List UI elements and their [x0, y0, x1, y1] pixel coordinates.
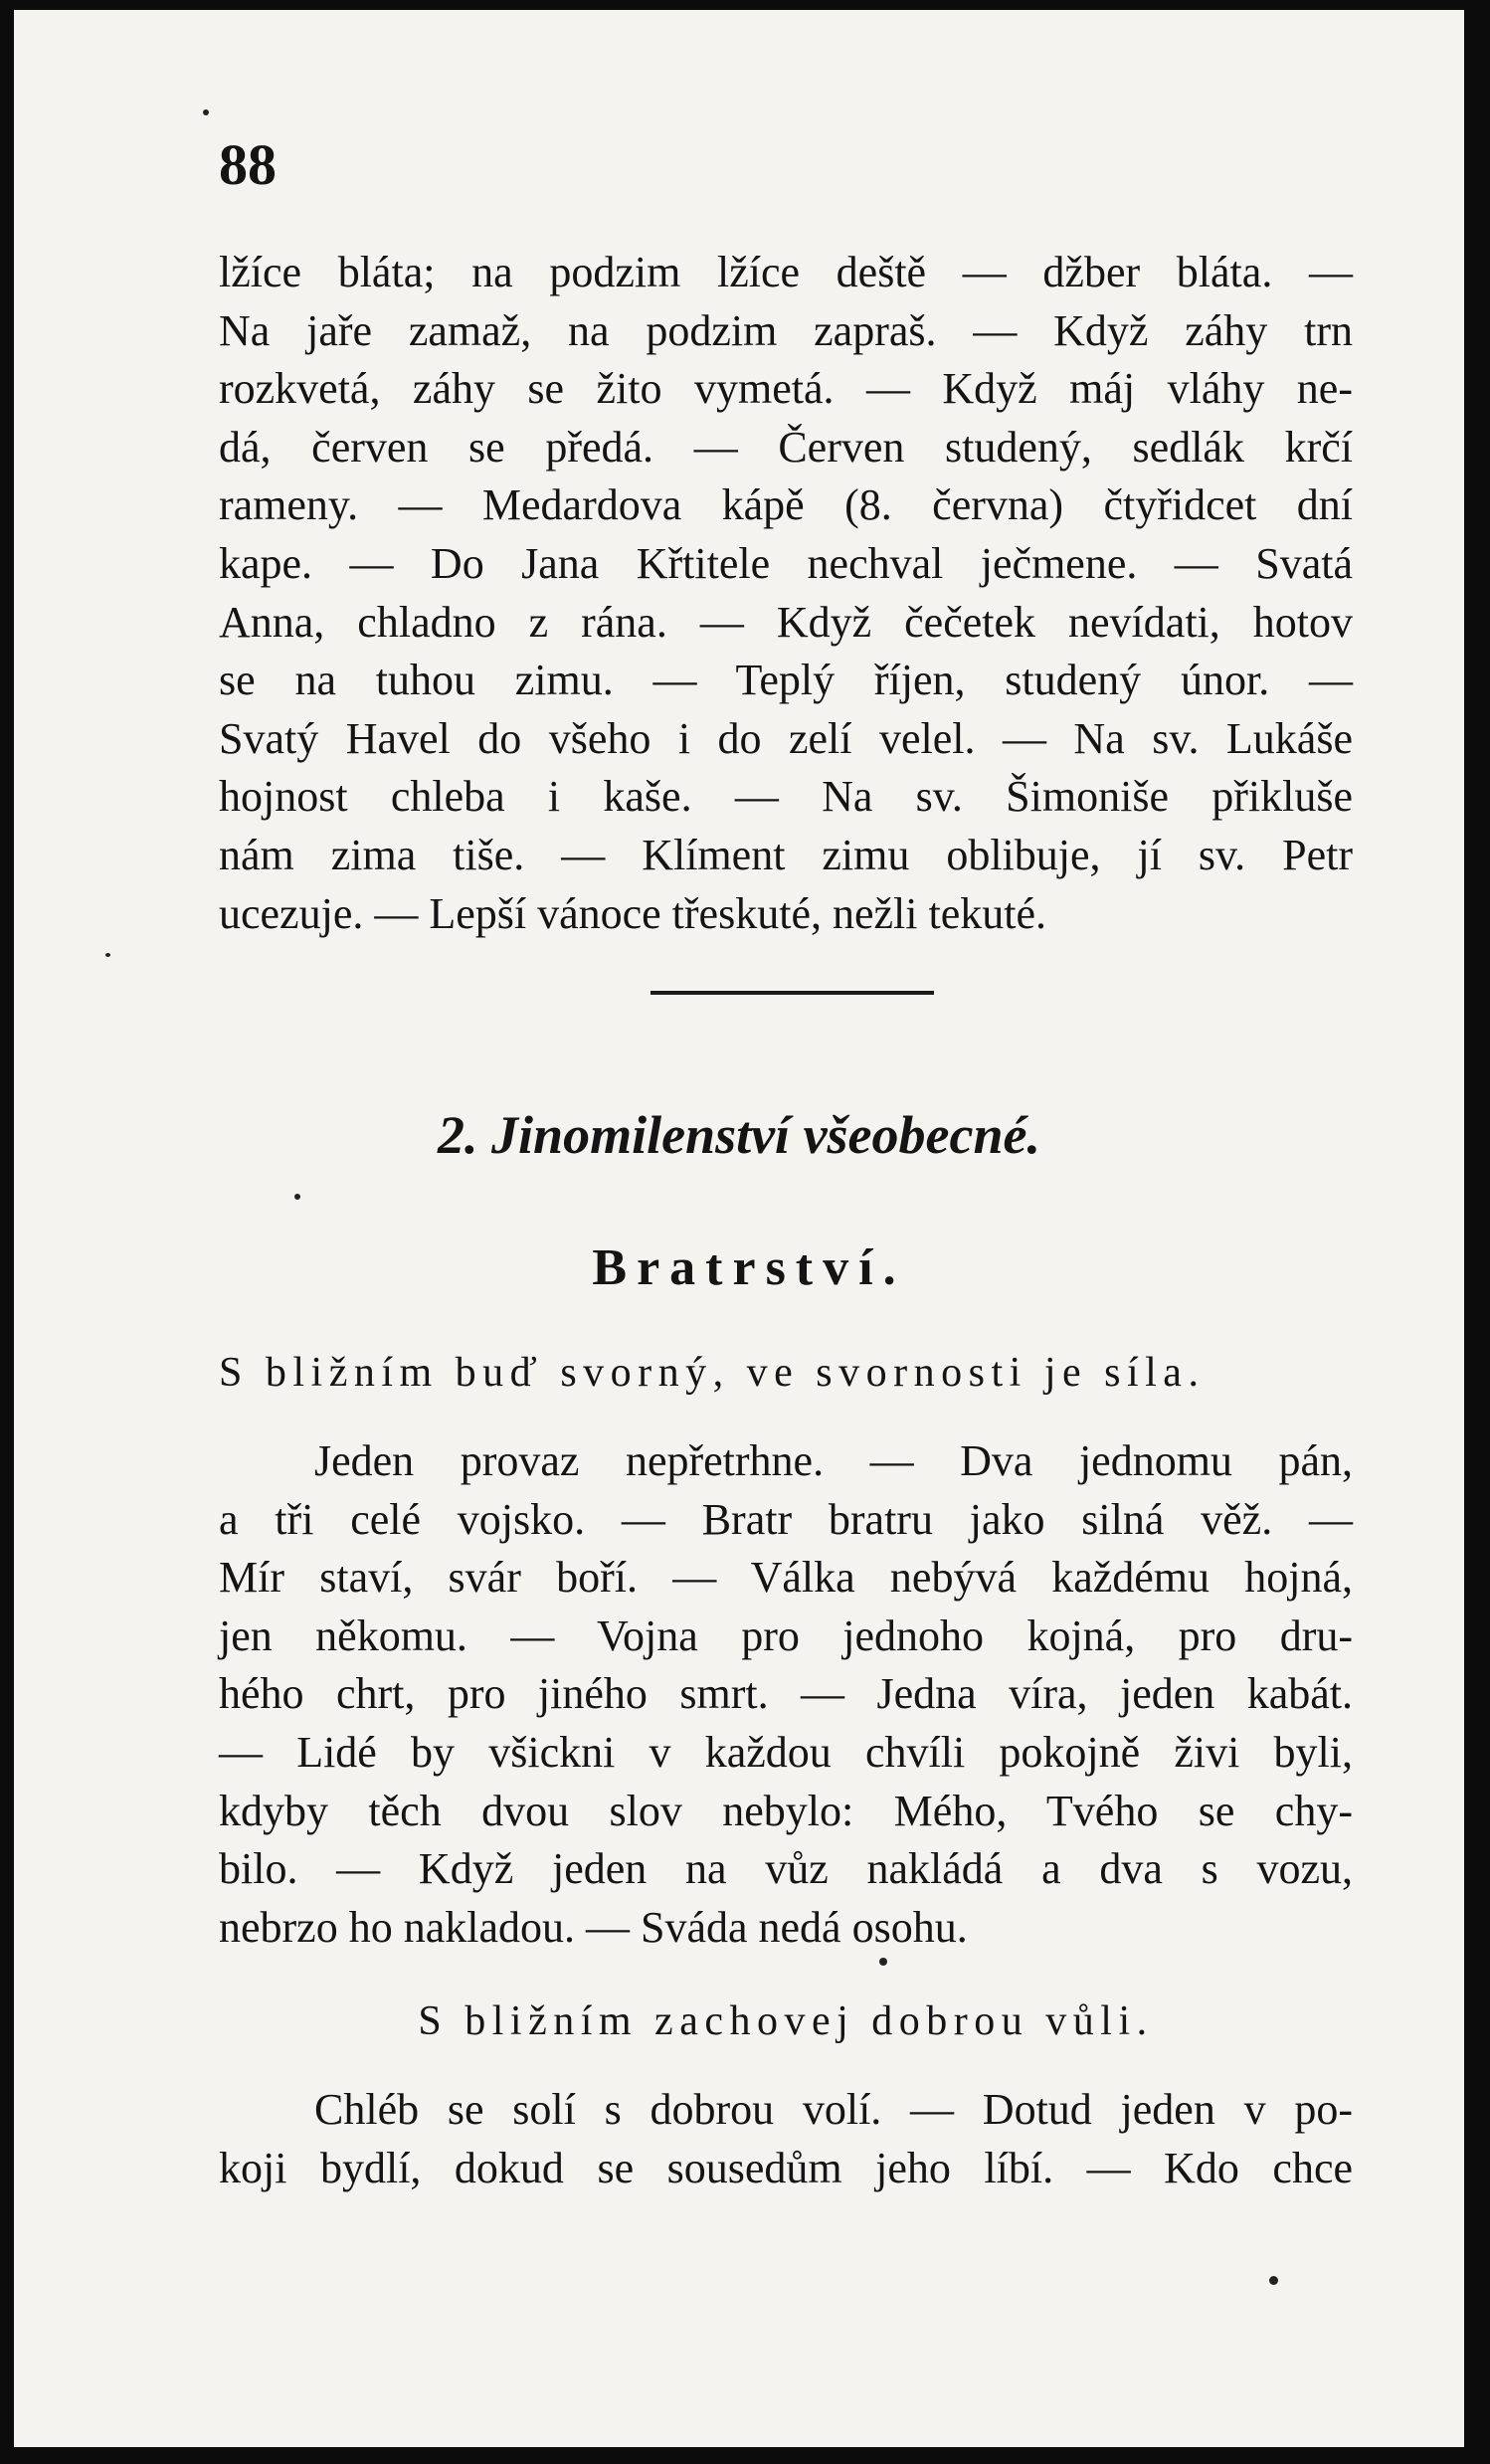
paragraph-proverbs-weather [219, 244, 1353, 943]
text-line: Svatý Havel do všeho i do zelí velel. — Na sv. Lukáše [219, 713, 1353, 763]
scan-speck [879, 1958, 887, 1966]
scan-speck [294, 1194, 300, 1200]
text-line: hojnost chleba i kaše. — Na sv. Šimoniše přikluše [219, 772, 1353, 822]
text-line: se na tuhou zimu. — Teplý říjen, studený únor. — [219, 656, 1353, 705]
text-line: Jeden provaz nepřetrhne. — Dva jednomu pán, [314, 1436, 1353, 1485]
scan-speck [1269, 2276, 1278, 2285]
book-page [14, 10, 1464, 2447]
text-line: bilo. — Když jeden na vůz nakládá a dva s vozu, [219, 1844, 1353, 1894]
text-line: rozkvetá, záhy se žito vymetá. — Když máj vláhy ne- [219, 364, 1353, 414]
text-line: koji bydlí, dokud se sousedům jeho líbí. — Kdo chce [219, 2143, 1353, 2192]
text-line: hého chrt, pro jiného smrt. — Jedna víra, jeden kabát. [219, 1669, 1353, 1719]
text-line: rameny. — Medardova kápě (8. června) čtyřidcet dní [219, 480, 1353, 530]
page-number: 88 [219, 132, 277, 197]
text-line: Na jaře zamaž, na podzim zapraš. — Když záhy trn [219, 305, 1353, 355]
scan-speck [105, 953, 110, 957]
text-line: Anna, chladno z rána. — Když čečetek nevídati, hotov [219, 597, 1353, 647]
maxim-heading: S bližním buď svorný, ve svornosti je síla. [219, 1350, 1206, 1396]
text-line: a tři celé vojsko. — Bratr bratru jako silná věž. — [219, 1494, 1353, 1544]
text-line: nebrzo ho nakladou. — Sváda nedá osohu. [219, 1902, 968, 1952]
paragraph-brotherhood [219, 1432, 1353, 1957]
section-divider [651, 991, 934, 995]
maxim-heading: S bližním zachovej dobrou vůli. [418, 1998, 1154, 2044]
text-line: jen někomu. — Vojna pro jednoho kojná, pro dru- [219, 1611, 1353, 1660]
section-title: 2. Jinomilenství všeobecné. [438, 1105, 1040, 1165]
text-line: Mír staví, svár boří. — Válka nebývá každému hojná, [219, 1553, 1353, 1603]
subheading: Bratrství. [592, 1239, 906, 1296]
text-line: lžíce bláta; na podzim lžíce deště — džber bláta. — [219, 248, 1353, 296]
text-line: — Lidé by všickni v každou chvíli pokojně živi byli, [219, 1727, 1353, 1777]
text-line: ucezuje. — Lepší vánoce třeskuté, nežli tekuté. [219, 888, 1046, 938]
text-line: Chléb se solí s dobrou volí. — Dotud jeden v po- [314, 2085, 1353, 2134]
text-line: nám zima tiše. — Klíment zimu oblibuje, jí sv. Petr [219, 830, 1353, 879]
text-line: dá, červen se předá. — Červen studený, sedlák krčí [219, 422, 1353, 472]
scan-speck [203, 109, 209, 115]
text-line: kape. — Do Jana Křtitele nechval ječmene. — Svatá [219, 538, 1353, 588]
paragraph-goodwill [219, 2081, 1353, 2197]
text-line: kdyby těch dvou slov nebylo: Mého, Tvého se chy- [219, 1786, 1353, 1835]
